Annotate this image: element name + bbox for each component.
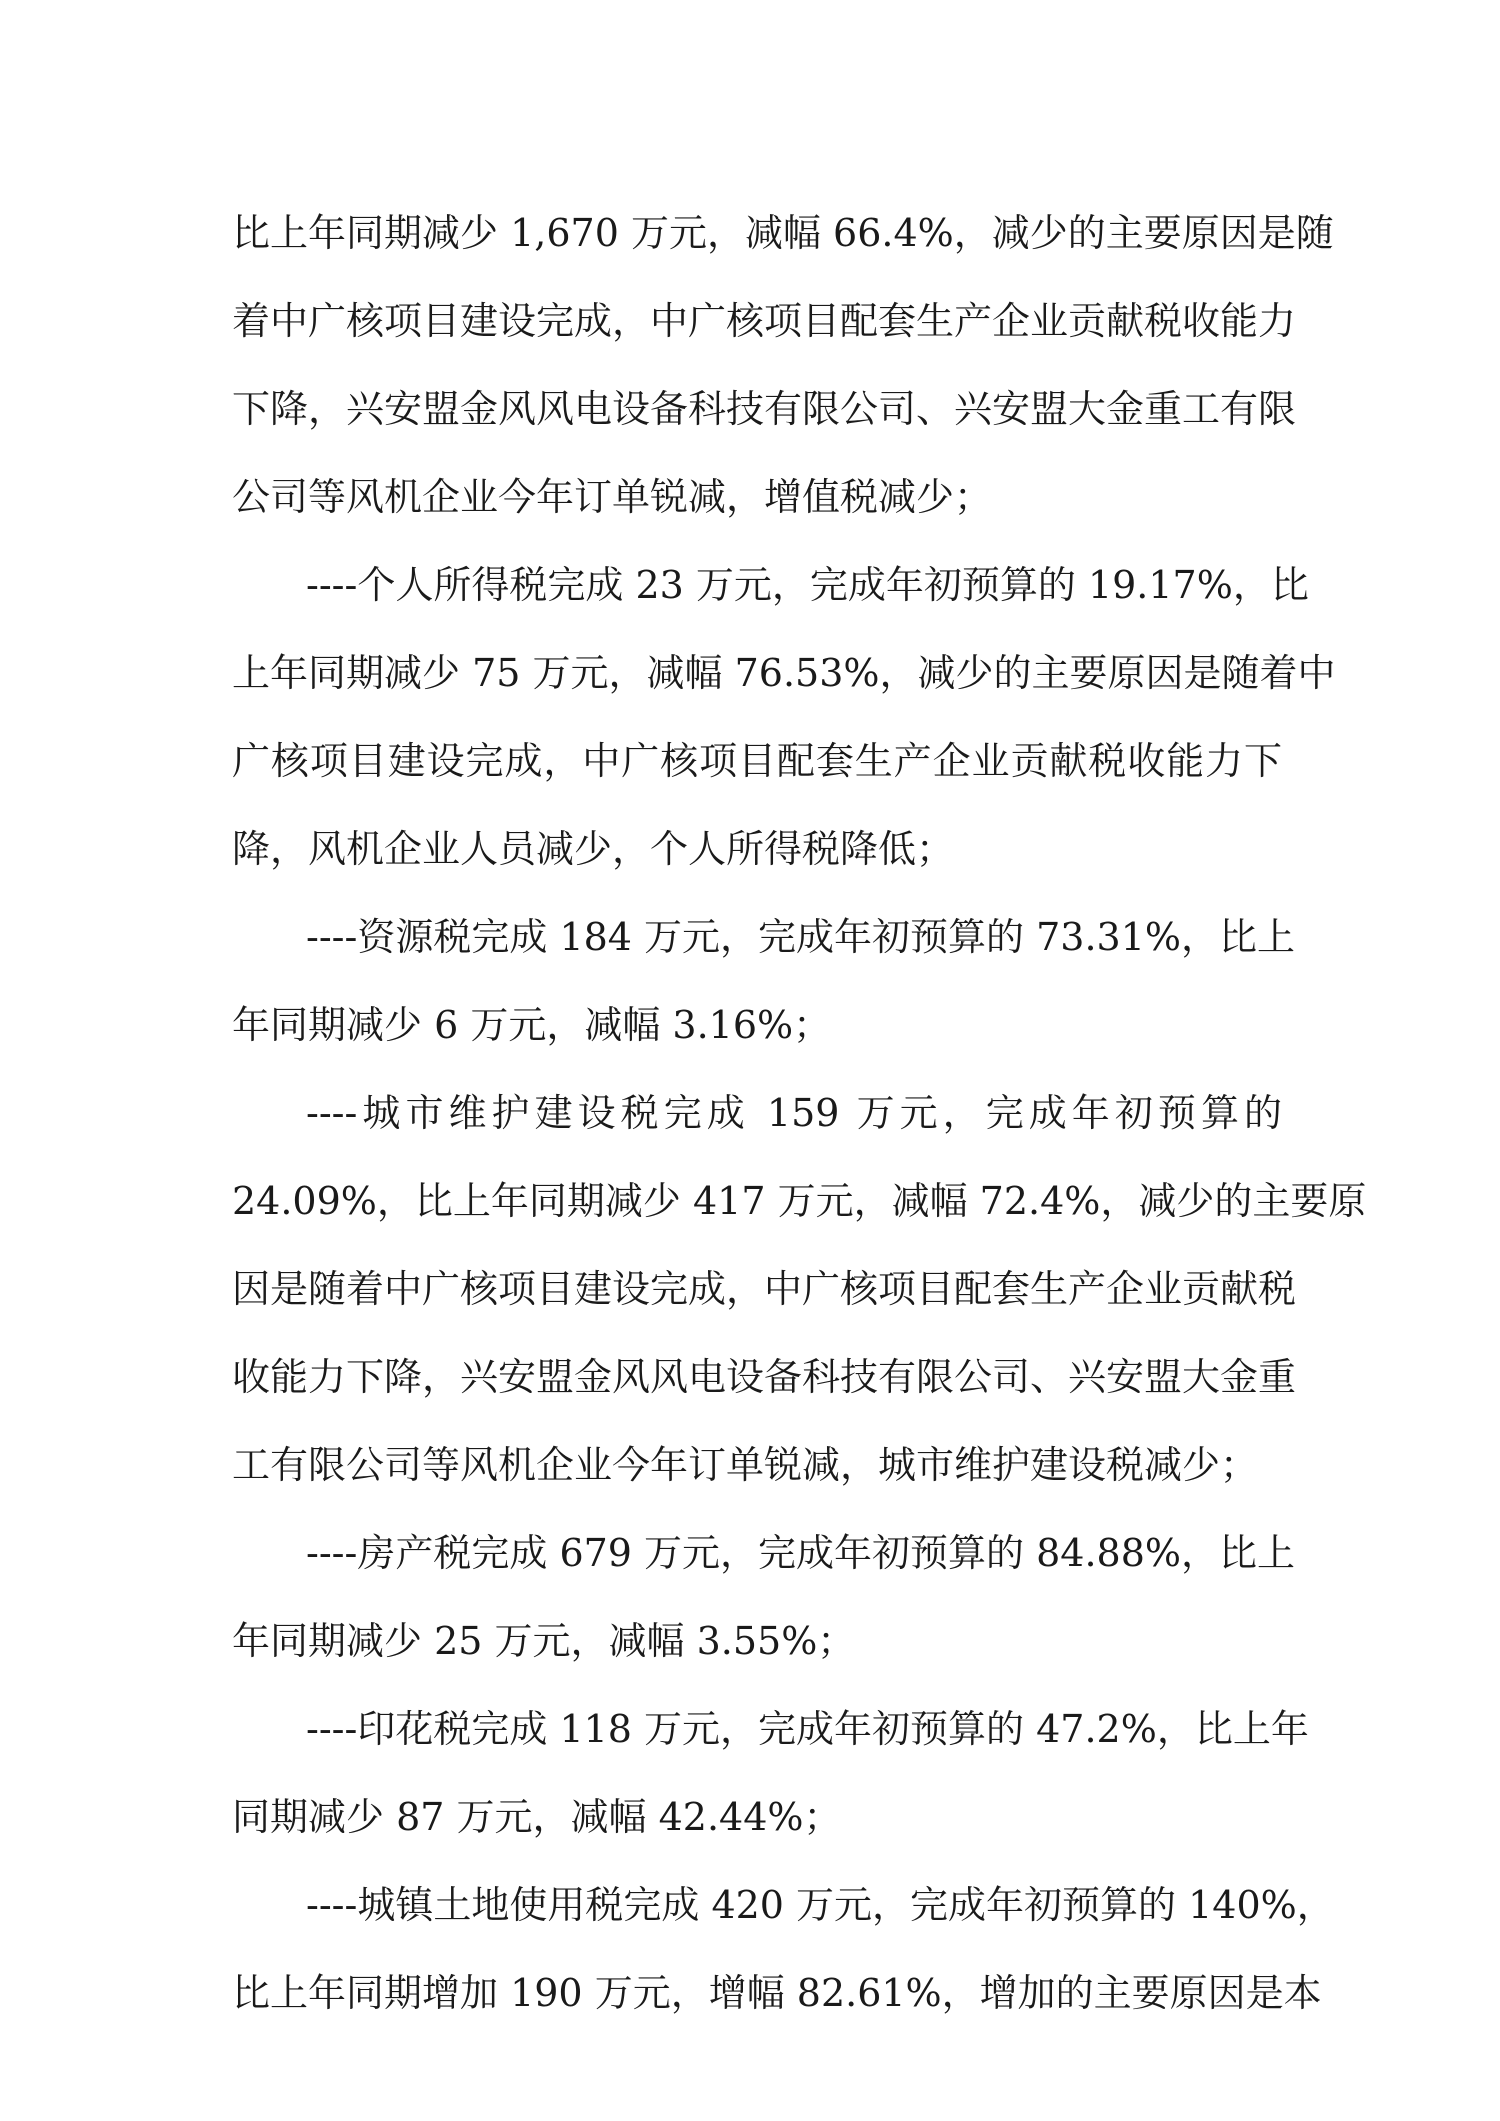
text-line: 上年同期减少 75 万元，减幅 76.53%，减少的主要原因是随着中 [232, 651, 1336, 695]
text-line: 同期减少 87 万元，减幅 42.44%； [232, 1795, 842, 1839]
text-line: ----城镇土地使用税完成 420 万元，完成年初预算的 140%， [306, 1883, 1335, 1927]
text-line: ----个人所得税完成 23 万元，完成年初预算的 19.17%，比 [306, 563, 1309, 607]
text-line: 24.09%，比上年同期减少 417 万元，减幅 72.4%，减少的主要原 [232, 1179, 1367, 1223]
text-line: 比上年同期减少 1,670 万元，减幅 66.4%，减少的主要原因是随 [232, 211, 1334, 255]
text-line: 比上年同期增加 190 万元，增幅 82.61%，增加的主要原因是本 [232, 1971, 1322, 2015]
text-line: 因是随着中广核项目建设完成，中广核项目配套生产企业贡献税 [232, 1267, 1297, 1311]
text-line: 收能力下降，兴安盟金风风电设备科技有限公司、兴安盟大金重 [232, 1355, 1297, 1399]
text-line: 公司等风机企业今年订单锐减，增值税减少； [232, 475, 993, 519]
text-line: 年同期减少 6 万元，减幅 3.16%； [232, 1003, 832, 1047]
text-line: ----房产税完成 679 万元，完成年初预算的 84.88%，比上 [306, 1531, 1296, 1575]
text-line: 年同期减少 25 万元，减幅 3.55%； [232, 1619, 856, 1663]
text-line: ----印花税完成 118 万元，完成年初预算的 47.2%，比上年 [306, 1707, 1309, 1751]
text-line: 降，风机企业人员减少，个人所得税降低； [232, 827, 955, 871]
text-line: 着中广核项目建设完成，中广核项目配套生产企业贡献税收能力 [232, 299, 1297, 343]
text-line: ----资源税完成 184 万元，完成年初预算的 73.31%，比上 [306, 915, 1296, 959]
text-line: 广核项目建设完成，中广核项目配套生产企业贡献税收能力下 [232, 739, 1282, 783]
text-line: ----城市维护建设税完成 159 万元，完成年初预算的 [306, 1091, 1282, 1135]
text-line: 下降，兴安盟金风风电设备科技有限公司、兴安盟大金重工有限 [232, 387, 1297, 431]
text-line: 工有限公司等风机企业今年订单锐减，城市维护建设税减少； [232, 1443, 1259, 1487]
